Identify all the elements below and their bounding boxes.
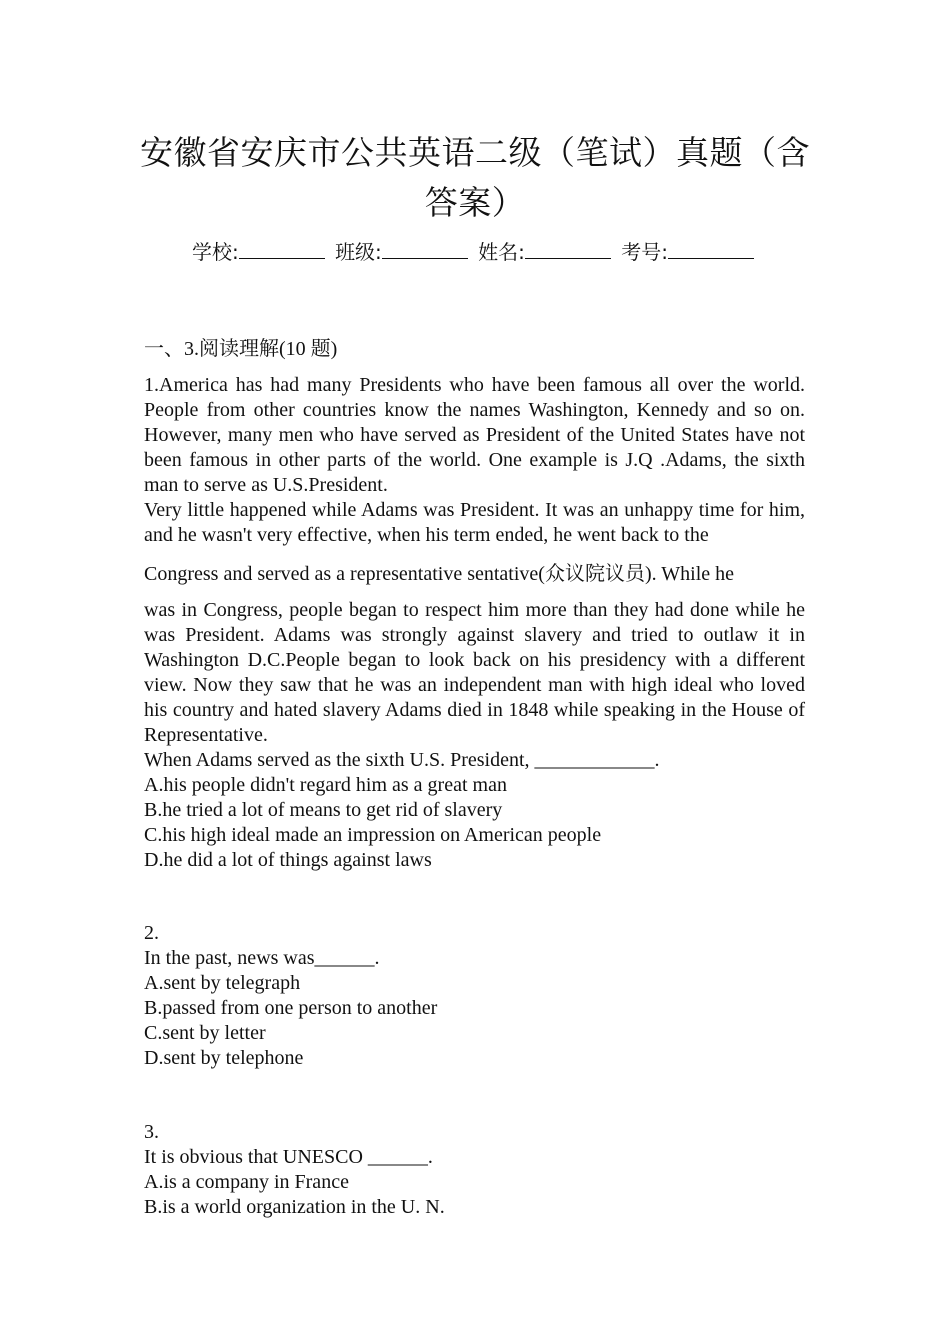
- question-1: [144, 373, 805, 873]
- number-blank: [668, 234, 754, 259]
- document-title: [140, 128, 810, 228]
- q1-option-d: D.he did a lot of things against laws: [144, 849, 432, 871]
- q3-option-a: A.is a company in France: [144, 1171, 349, 1193]
- class-blank: [382, 234, 468, 259]
- q1-passage-paragraph-2a: Very little happened while Adams was President. It was an unhappy time for him, and he wasn't very effective, when his term ended, he went back to the: [144, 499, 805, 546]
- title-line-1: 安徽省安庆市公共英语二级（笔试）真题（含: [140, 133, 810, 172]
- q1-passage-paragraph-2c: was in Congress, people began to respect him more than they had done while he was President. Adams was strongly against slavery and tried to outlaw it in Washington D.C.People began to look back on his presidency with a different view. Now they saw that he was an independent man with high ideal who loved his country and hated slavery Adams died in 1848 while speaking in the House of Representative.: [144, 599, 805, 746]
- student-info-fields: [140, 234, 810, 268]
- q1-option-b: B.he tried a lot of means to get rid of slavery: [144, 799, 503, 821]
- q1-option-c: C.his high ideal made an impression on American people: [144, 824, 602, 846]
- q2-option-a: A.sent by telegraph: [144, 972, 301, 994]
- q1-question: When Adams served as the sixth U.S. President, ____________.: [144, 749, 660, 771]
- q1-passage-line-en: Congress and served as a representative sentative(: [144, 563, 545, 585]
- q2-option-d: D.sent by telephone: [144, 1047, 304, 1069]
- q3-option-b: B.is a world organization in the U. N.: [144, 1196, 445, 1218]
- question-2: [144, 921, 805, 1071]
- q1-passage-chinese-gloss: 众议院议员: [544, 561, 645, 585]
- q2-number: 2.: [144, 922, 159, 944]
- name-blank: [525, 234, 611, 259]
- q2-option-b: B.passed from one person to another: [144, 997, 438, 1019]
- class-label: 班级:: [335, 240, 382, 264]
- title-line-2: 答案）: [424, 183, 526, 222]
- school-blank: [239, 234, 325, 259]
- section-heading: 一、3.阅读理解(10 题): [144, 338, 338, 360]
- q2-option-c: C.sent by letter: [144, 1022, 266, 1044]
- q1-option-a: A.his people didn't regard him as a great man: [144, 774, 507, 796]
- q1-passage-line-end: ). While he: [644, 563, 735, 585]
- school-label: 学校:: [191, 240, 239, 264]
- number-label: 考号:: [621, 240, 669, 264]
- q1-passage-line-with-chinese: [144, 561, 805, 587]
- name-label: 姓名:: [478, 240, 525, 264]
- q3-question: It is obvious that UNESCO ______.: [144, 1146, 433, 1168]
- q3-number: 3.: [144, 1121, 159, 1143]
- q2-question: In the past, news was______.: [144, 947, 380, 969]
- question-3: [144, 1120, 805, 1220]
- q1-passage-paragraph-1: 1.America has had many Presidents who have been famous all over the world. People from other countries know the names Washington, Kennedy and so on. However, many men who have served as President of the United States have not been famous in other parts of the world. One example is J.Q .Adams, the sixth man to serve as U.S.President.: [144, 374, 805, 496]
